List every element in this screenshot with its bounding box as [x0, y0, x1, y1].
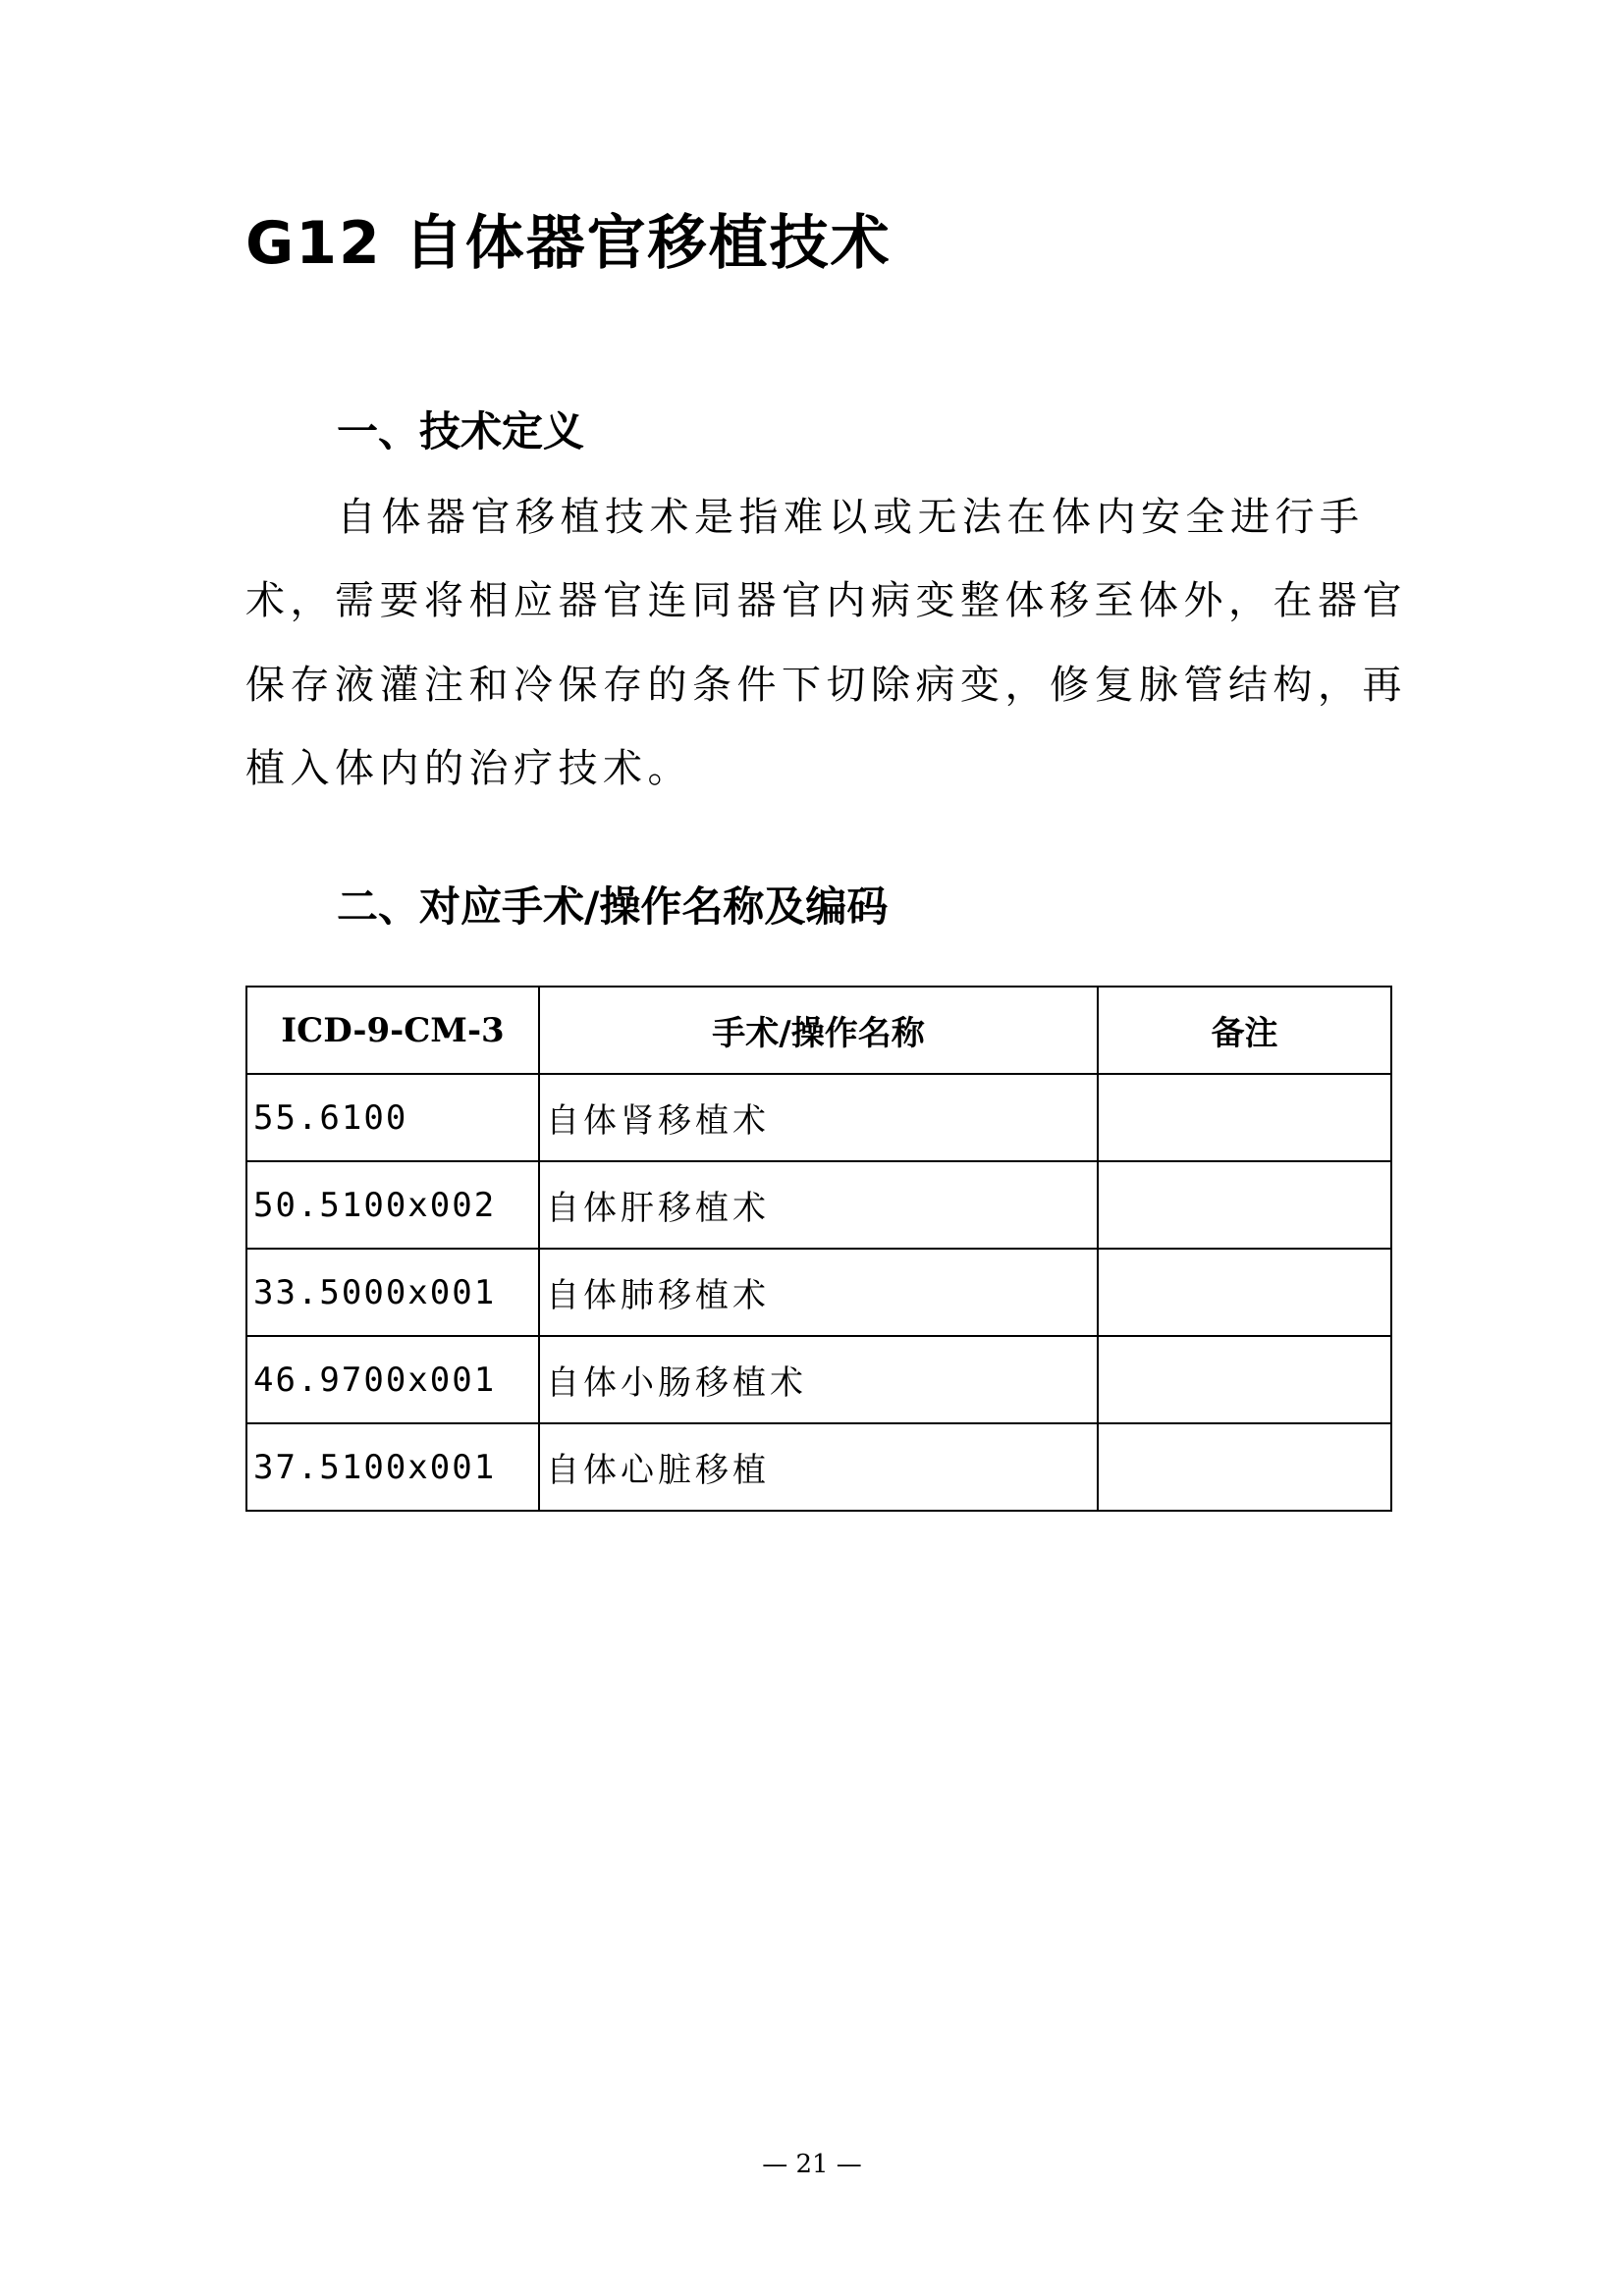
section-heading-definition: 一、技术定义	[337, 407, 585, 455]
page-title: G12 自体器官移植技术	[245, 209, 892, 278]
cell-code: 55.6100	[246, 1074, 539, 1161]
table-row	[246, 1249, 1391, 1336]
definition-line-4: 植入体内的治疗技术。	[245, 746, 692, 791]
cell-code: 46.9700x001	[246, 1336, 539, 1423]
header-remarks: 备注	[1098, 987, 1391, 1074]
cell-code: 37.5100x001	[246, 1423, 539, 1511]
table-header-row	[246, 987, 1391, 1074]
table-row	[246, 1074, 1391, 1161]
section-heading-codes: 二、对应手术/操作名称及编码	[337, 882, 889, 931]
page-number: — 21 —	[762, 2150, 862, 2179]
cell-note	[1098, 1423, 1391, 1511]
cell-name: 自体肺移植术	[539, 1249, 1098, 1336]
definition-line-2: 术，需要将相应器官连同器官内病变整体移至体外，在器官	[245, 578, 1407, 623]
cell-name: 自体肝移植术	[539, 1161, 1098, 1249]
header-procedure-name: 手术/操作名称	[539, 987, 1098, 1074]
table-row	[246, 1423, 1391, 1511]
table-row	[246, 1336, 1391, 1423]
table-row	[246, 1161, 1391, 1249]
cell-note	[1098, 1074, 1391, 1161]
definition-line-3: 保存液灌注和冷保存的条件下切除病变，修复脉管结构，再	[245, 663, 1407, 708]
cell-code: 50.5100x002	[246, 1161, 539, 1249]
cell-name: 自体小肠移植术	[539, 1336, 1098, 1423]
cell-note	[1098, 1336, 1391, 1423]
cell-note	[1098, 1161, 1391, 1249]
cell-code: 33.5000x001	[246, 1249, 539, 1336]
cell-note	[1098, 1249, 1391, 1336]
cell-name: 自体心脏移植	[539, 1423, 1098, 1511]
cell-name: 自体肾移植术	[539, 1074, 1098, 1161]
definition-line-1: 自体器官移植技术是指难以或无法在体内安全进行手	[337, 495, 1365, 540]
header-icd-code: ICD-9-CM-3	[246, 987, 539, 1074]
procedure-code-table	[245, 986, 1392, 1512]
